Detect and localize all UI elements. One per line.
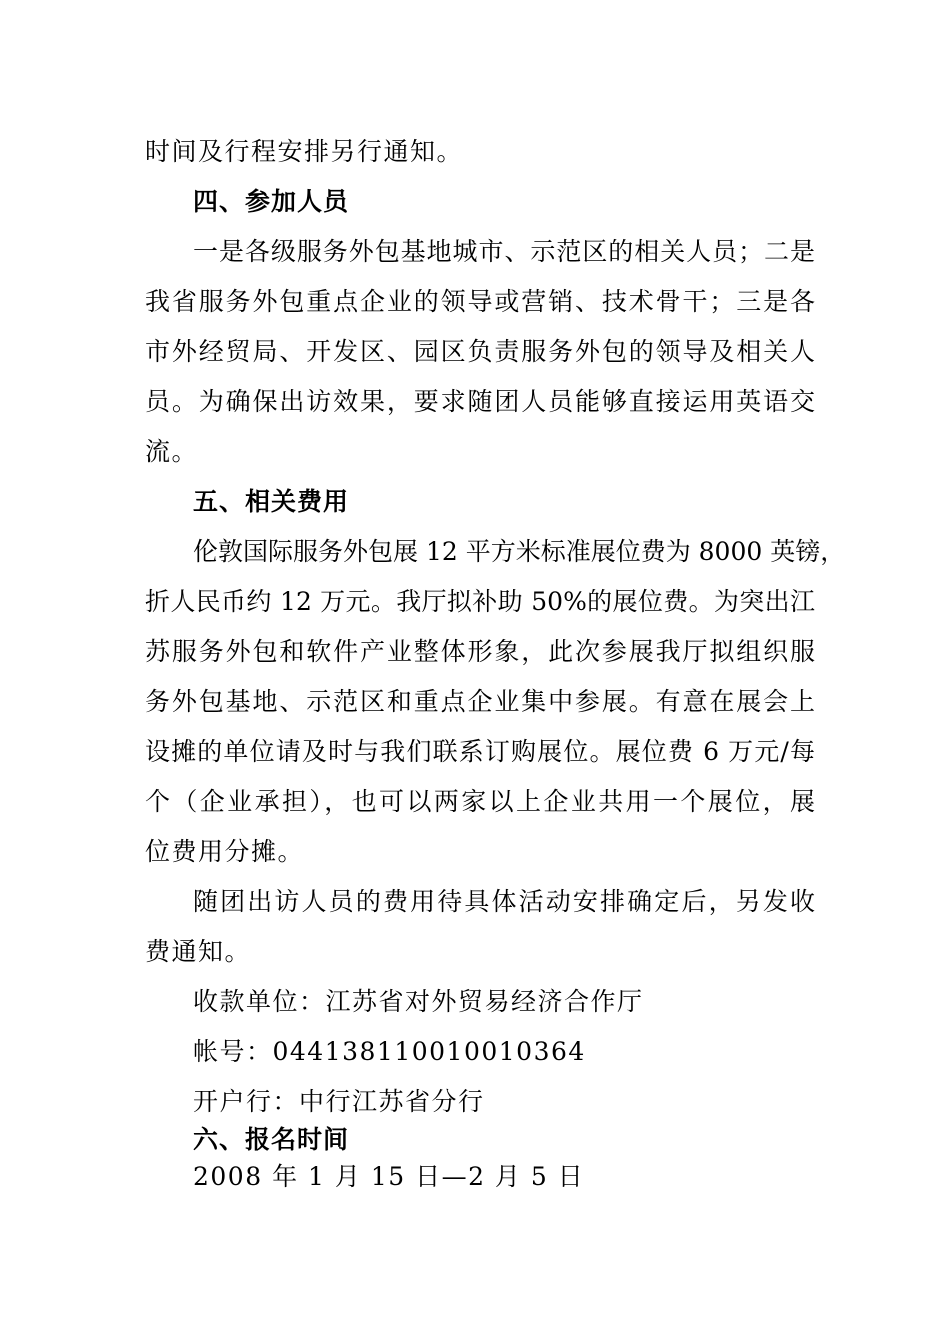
text-line: 员。为确保出访效果，要求随团人员能够直接运用英语交 [145,387,815,416]
text-line: 设摊的单位请及时与我们联系订购展位。展位费 6 万元/每 [145,737,815,766]
text-line: 苏服务外包和软件产业整体形象，此次参展我厅拟组织服 [145,637,815,666]
payee-line: 收款单位：江苏省对外贸易经济合作厅 [193,987,644,1016]
text-line: 费通知。 [145,937,252,966]
text-line: 市外经贸局、开发区、园区负责服务外包的领导及相关人 [145,337,815,366]
text-line: 我省服务外包重点企业的领导或营销、技术骨干；三是各 [145,287,815,316]
text-line: 伦敦国际服务外包展 12 平方米标准展位费为 8000 英镑， [193,537,846,566]
text-line: 流。 [145,437,199,466]
text-line: 随团出访人员的费用待具体活动安排确定后，另发收 [193,887,815,916]
text-line: 一是各级服务外包基地城市、示范区的相关人员；二是 [193,237,815,266]
text-line: 务外包基地、示范区和重点企业集中参展。有意在展会上 [145,687,815,716]
text-line: 位费用分摊。 [145,837,305,866]
section-heading-registration: 六、报名时间 [193,1125,350,1154]
text-line: 个（企业承担），也可以两家以上企业共用一个展位，展 [145,787,815,816]
text-line: 折人民币约 12 万元。我厅拟补助 50%的展位费。为突出江 [145,587,815,616]
section-heading-participants: 四、参加人员 [193,187,350,216]
registration-date-line: 2008 年 1 月 15 日—2 月 5 日 [193,1162,585,1191]
text-line: 时间及行程安排另行通知。 [145,137,464,166]
bank-line: 开户行：中行江苏省分行 [193,1087,485,1116]
account-number-line: 帐号：044138110010010364 [193,1037,586,1066]
section-heading-fees: 五、相关费用 [193,487,350,516]
